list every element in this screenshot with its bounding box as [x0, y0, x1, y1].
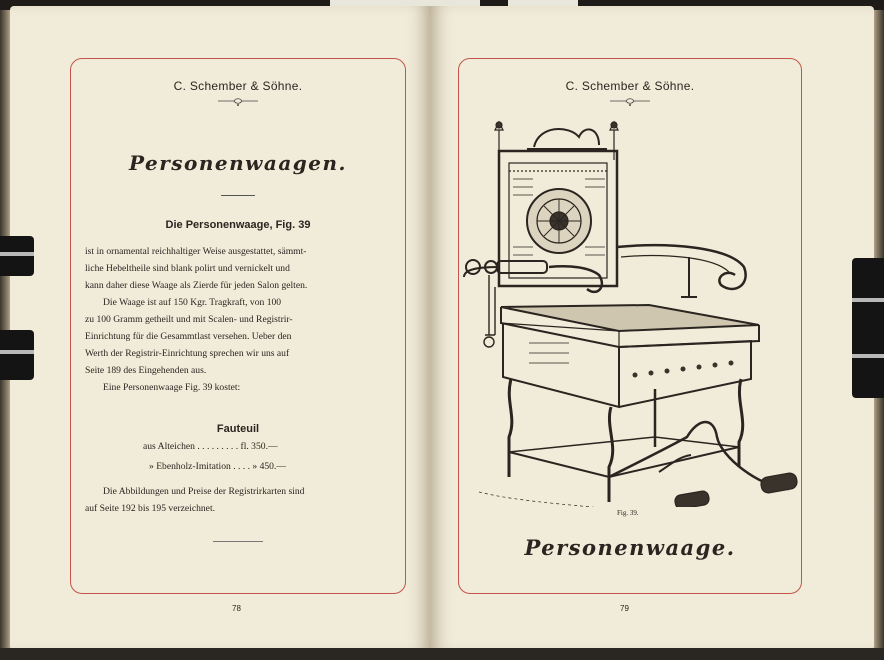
text-line: ist in ornamental reichhaltiger Weise ausgestattet, sämmt- [85, 246, 307, 257]
binder-clip [852, 258, 884, 398]
text-line: liche Hebeltheile sind blank polirt und vernickelt und [85, 263, 290, 274]
price-row: aus Alteichen . . . . . . . . . fl. 350.— [143, 441, 278, 452]
page-title: Personenwaagen. [128, 151, 348, 175]
figure-caption: Fig. 39. [617, 509, 639, 517]
ornament-icon [608, 97, 652, 107]
page-header: C. Schember & Söhne. [173, 79, 303, 93]
page-number: 78 [232, 604, 241, 613]
text-line: Die Waage ist auf 150 Kgr. Tragkraft, von 100 [103, 297, 282, 308]
page-title: Personenwaage. [524, 535, 736, 560]
binder-clip [0, 236, 34, 276]
text-line: kann daher diese Waage als Zierde für jeden Salon gelten. [85, 280, 308, 291]
closing-paragraph [85, 483, 393, 517]
text-line: Einrichtung für die Gesammtlast versehen. Ueber den [85, 331, 292, 342]
divider [221, 195, 255, 196]
page-header: C. Schember & Söhne. [565, 79, 695, 93]
fauteuil-heading: Fauteuil [216, 423, 260, 435]
scale-chair-illustration [459, 117, 801, 507]
text-line: auf Seite 192 bis 195 verzeichnet. [85, 503, 216, 514]
divider [213, 541, 263, 542]
book-bottom-edge [0, 648, 884, 660]
text-line: Die Abbildungen und Preise der Registrirkarten sind [103, 486, 305, 497]
page-frame [70, 58, 406, 594]
price-row: » Ebenholz-Imitation . . . . » 450.— [149, 461, 286, 472]
section-subtitle: Die Personenwaage, Fig. 39 [165, 219, 311, 231]
description-paragraph [85, 243, 393, 396]
binder-clip [0, 330, 34, 380]
page-number: 79 [620, 604, 629, 613]
page-frame [458, 58, 802, 594]
text-line: Seite 189 des Eingehenden aus. [85, 365, 207, 376]
ornament-icon [216, 97, 260, 107]
text-line: zu 100 Gramm getheilt und mit Scalen- und Registrir- [85, 314, 293, 325]
right-page [430, 6, 874, 650]
price-intro: Eine Personenwaage Fig. 39 kostet: [103, 382, 241, 393]
left-page [10, 6, 430, 650]
text-line: Werth der Registrir-Einrichtung sprechen wir uns auf [85, 348, 290, 359]
